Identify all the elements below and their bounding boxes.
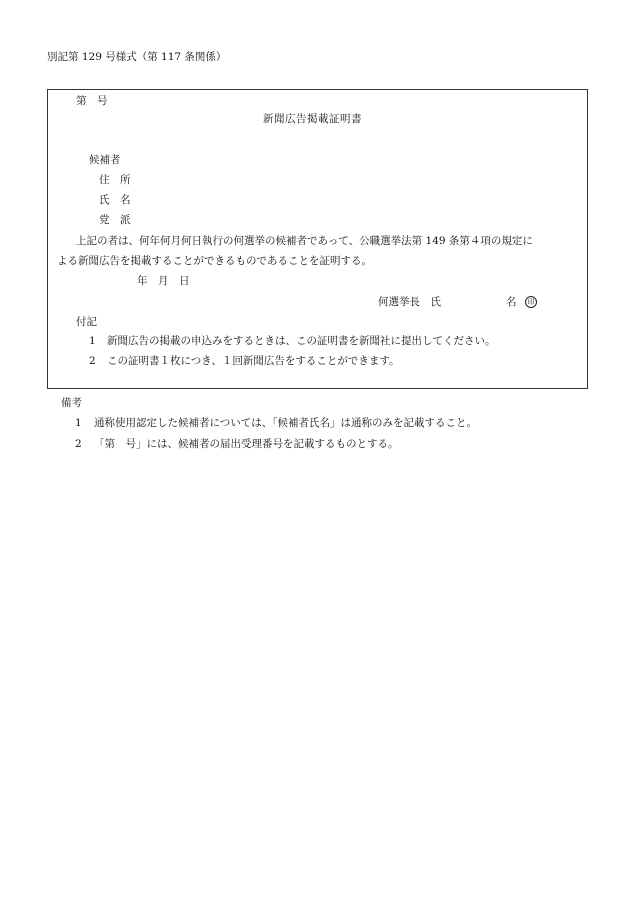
notes-item-2-text: 「第 号」には、候補者の届出受理番号を記載するものとする。	[94, 438, 399, 450]
notes-item-1-text: 通称使用認定した候補者については、「候補者氏名」は通称のみを記載すること。	[94, 417, 478, 429]
form-reference: 別記第 129 号様式（第 117 条関係）	[47, 51, 227, 63]
certification-text-line-1: 上記の者は、何年何月何日執行の何選挙の候補者であって、公職選挙法第 149 条第４項の規定に	[76, 235, 533, 247]
appendix-item-1-text: 新聞広告の掲載の申込みをするときは、この証明書を新聞社に提出してください。	[107, 335, 496, 347]
appendix-item-1-number: 1	[89, 335, 96, 347]
issuer-title: 何選挙長 氏	[378, 296, 441, 308]
appendix-item-2-number: 2	[89, 355, 96, 367]
candidate-label: 候補者	[89, 154, 121, 166]
party-label: 党 派	[99, 214, 131, 226]
notes-item-2-number: 2	[75, 438, 82, 450]
notes-item-1-number: 1	[75, 417, 82, 429]
certification-text-line-2: よる新聞広告を掲載することができるものであることを証明する。	[57, 255, 372, 267]
seal-mark	[525, 296, 537, 308]
appendix-label: 付記	[76, 316, 97, 328]
name-label: 氏 名	[99, 194, 131, 206]
issuer-name-label: 名	[506, 296, 517, 308]
address-label: 住 所	[99, 174, 131, 186]
notes-label: 備考	[61, 397, 82, 409]
certificate-number-label: 第 号	[76, 95, 108, 107]
certificate-title: 新聞広告掲載証明書	[263, 113, 362, 125]
seal-icon: 印	[525, 296, 537, 308]
date-line: 年 月 日	[137, 275, 190, 287]
appendix-item-2-text: この証明書１枚につき、１回新聞広告をすることができます。	[107, 355, 400, 367]
